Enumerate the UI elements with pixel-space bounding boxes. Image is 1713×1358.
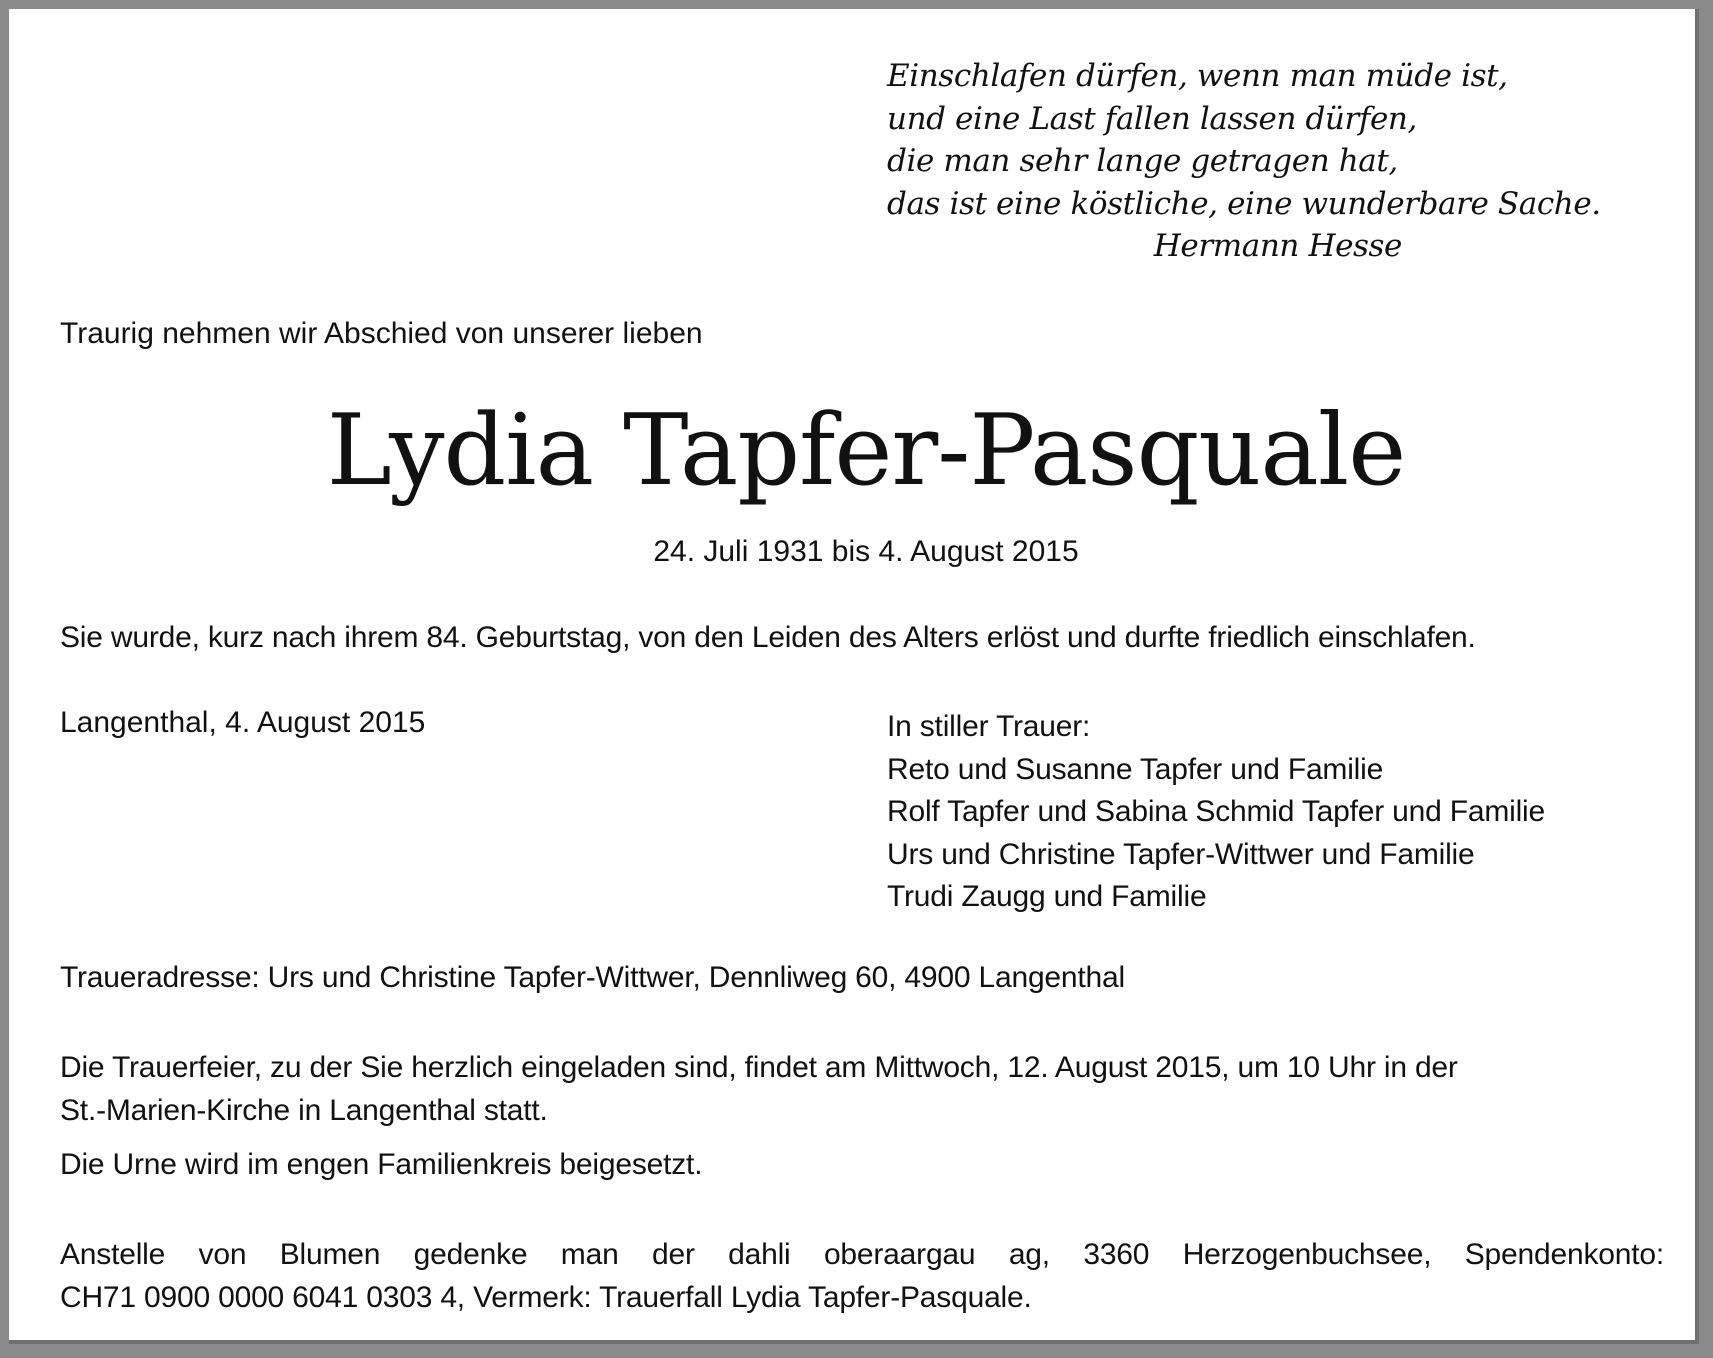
mourners-heading: In stiller Trauer: [887, 710, 1091, 743]
mourning-address: Traueradresse: Urs und Christine Tapfer-Wittwer, Dennliweg 60, 4900 Langenthal [60, 961, 1125, 994]
donation-info [60, 1234, 1664, 1319]
donation-word: gedenke [413, 1238, 528, 1271]
quote-author: Hermann Hesse [1153, 228, 1402, 264]
donation-word: man [560, 1238, 619, 1271]
mourner-name: Rolf Tapfer und Sabina Schmid Tapfer und Familie [887, 795, 1546, 828]
donation-word: dahli [728, 1238, 791, 1271]
quote-line-4: das ist eine köstliche, eine wunderbare Sache. [887, 185, 1601, 222]
donation-word: ag, [1008, 1238, 1050, 1271]
place-and-date: Langenthal, 4. August 2015 [60, 706, 426, 739]
quote-line-1: Einschlafen dürfen, wenn man müde ist, [887, 58, 1508, 94]
donation-word: Herzogenbuchsee, [1182, 1238, 1432, 1271]
donation-word: Anstelle [60, 1238, 166, 1271]
donation-line-2: CH71 0900 0000 6041 0303 4, Vermerk: Trauerfall Lydia Tapfer-Pasquale. [60, 1280, 1032, 1314]
donation-word: Blumen [279, 1238, 381, 1271]
donation-word: 3360 [1083, 1238, 1150, 1271]
quote-line-2: und eine Last fallen lassen dürfen, [887, 100, 1417, 137]
donation-line-1 [60, 1234, 1664, 1277]
ceremony-line-2: St.-Marien-Kirche in Langenthal statt. [60, 1093, 548, 1127]
mourners-block [887, 706, 1545, 919]
donation-word: Spendenkonto: [1464, 1238, 1664, 1271]
quote-line-3: die man sehr lange getragen hat, [887, 143, 1398, 179]
donation-word: oberaargau [823, 1238, 976, 1271]
obituary-page [9, 9, 1699, 1344]
life-dates: 24. Juli 1931 bis 4. August 2015 [653, 535, 1079, 568]
deceased-name: Lydia Tapfer-Pasquale [326, 394, 1406, 508]
mourner-name: Urs und Christine Tapfer-Wittwer und Familie [887, 837, 1475, 871]
donation-word: von [198, 1238, 247, 1271]
intro-text: Traurig nehmen wir Abschied von unserer lieben [60, 317, 703, 350]
mourner-name: Reto und Susanne Tapfer und Familie [887, 752, 1384, 786]
passing-sentence: Sie wurde, kurz nach ihrem 84. Geburtstag, von den Leiden des Alters erlöst und durfte friedlich einschlafen. [60, 621, 1476, 654]
mourner-name: Trudi Zaugg und Familie [887, 880, 1207, 913]
ceremony-info [60, 1047, 1458, 1132]
hesse-quote [887, 55, 1601, 268]
ceremony-line-1: Die Trauerfeier, zu der Sie herzlich eingeladen sind, findet am Mittwoch, 12. August 2015, um 10 Uhr in der [60, 1051, 1458, 1084]
donation-word: der [651, 1238, 695, 1271]
urn-note: Die Urne wird im engen Familienkreis beigesetzt. [60, 1148, 703, 1181]
